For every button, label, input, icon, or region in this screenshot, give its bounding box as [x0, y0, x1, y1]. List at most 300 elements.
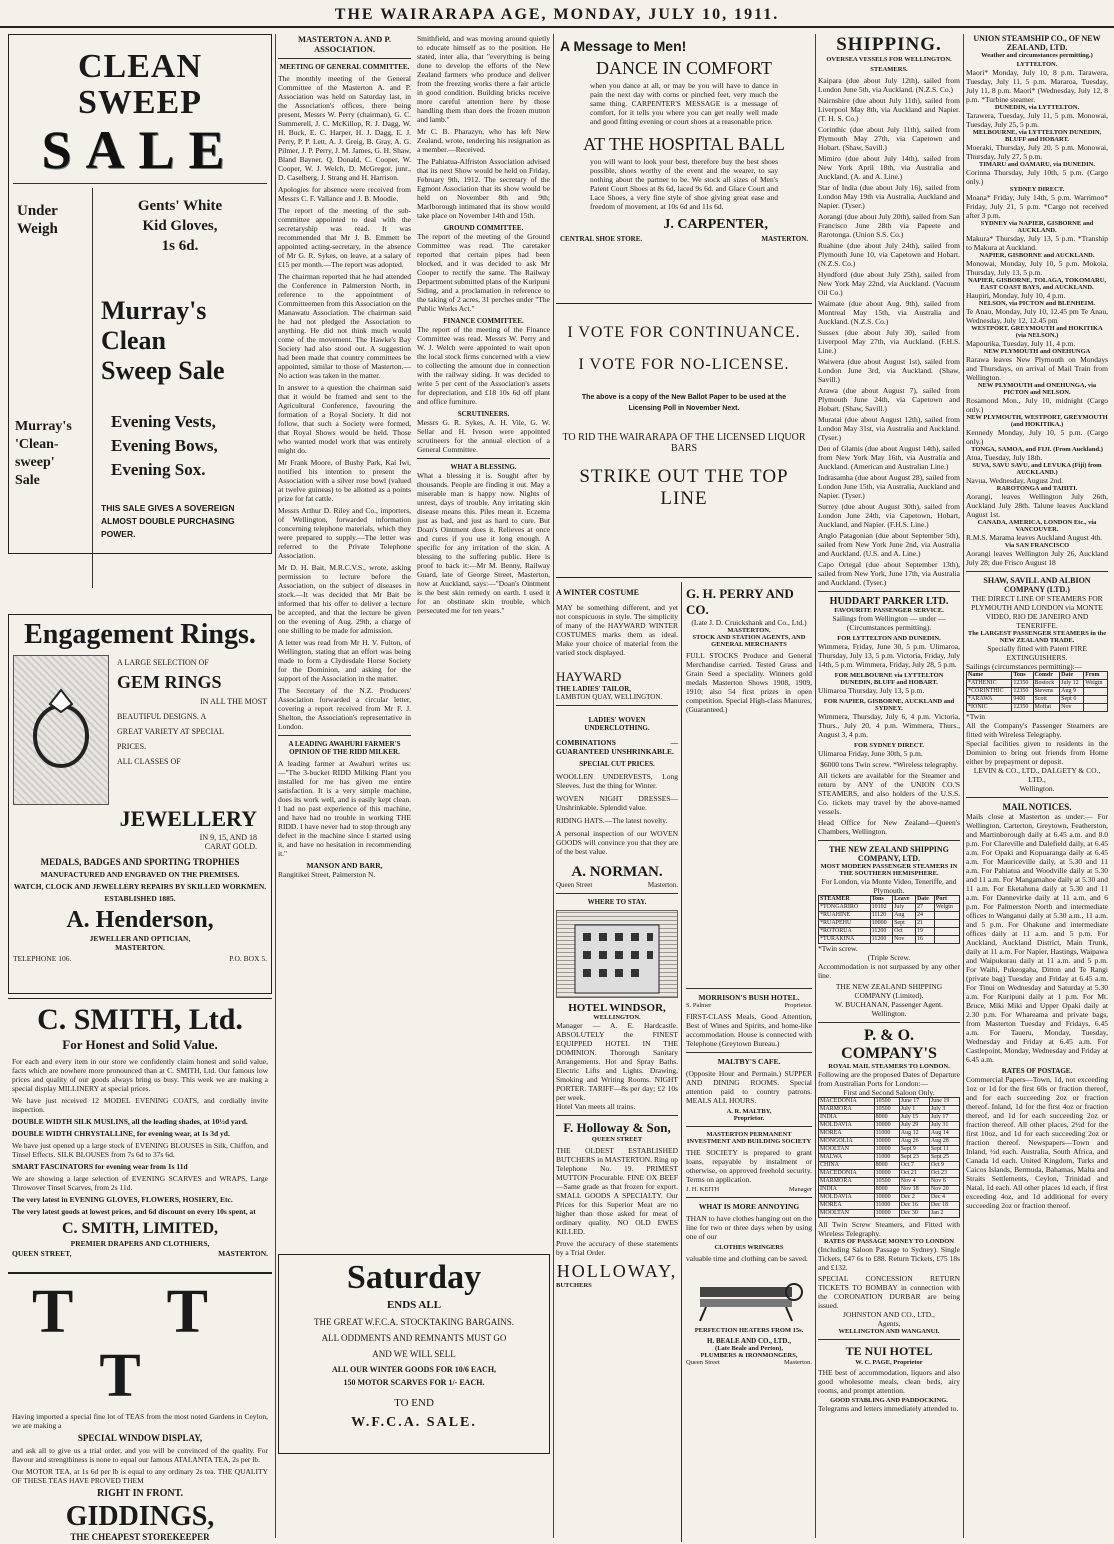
- norman-street: Queen Street: [556, 881, 593, 889]
- morrison-proprietor: Proprietor.: [784, 1002, 812, 1009]
- table-cell: Aug 14: [929, 1130, 959, 1138]
- ship-p2: Nairnshire (due about July 11th), sailed from Liverpool May 8th, via Auckland and Napier. (T. H. S. Co.): [818, 96, 960, 123]
- table-cell: MOOLTAN: [819, 1210, 875, 1218]
- table-cell: July 15: [899, 1114, 929, 1122]
- holloway-big: HOLLOWAY,: [556, 1261, 678, 1281]
- ship-p3: Corinthic (due about July 11th), sailed from Plymouth May 27th, via Capetown and Hobart. (Shaw, Savill.): [818, 125, 960, 152]
- ridd-title: A LEADING AWAHURI FARMER'S OPINION OF THE RIDD MILKER.: [288, 740, 401, 756]
- ground-title: GROUND COMMITTEE.: [443, 224, 524, 232]
- huddart-p: Sailings from Wellington — under — (Circumstances permitting).: [832, 614, 946, 632]
- ttt-title: T T T: [32, 1278, 248, 1410]
- table-cell: 24: [915, 912, 934, 920]
- nzship-twin: *Twin screw.: [818, 944, 858, 953]
- ship-p10: Sussex (due about July 30), sailed from Liverpool May 27th, via Auckland. (F.H.S. Line.): [818, 328, 960, 355]
- huddart-tickets: All tickets are available for the Steamer and return by ANY of the UNION CO.'S STEAMERS, and also holders of the U.S.S. Co. tickets may travel by the above-named vessels.: [818, 771, 960, 816]
- table-header: From: [1084, 672, 1108, 680]
- assoc-committee: MEETING OF GENERAL COMMITTEE.: [279, 63, 410, 71]
- column-1: [8, 34, 272, 1542]
- table-cell: Aug 28: [929, 1138, 959, 1146]
- table-cell: *CORINTHIC: [967, 688, 1012, 696]
- ttt-special: SPECIAL WINDOW DISPLAY,: [77, 1433, 203, 1443]
- manson-name: MANSON AND BARR,: [306, 861, 383, 870]
- nzship-sub: MOST MODERN PASSENGER STEAMERS IN THE SOUTHERN HEMISPHERE.: [820, 863, 958, 877]
- table-cell: INDIA: [819, 1114, 875, 1122]
- wringers: CLOTHES WRINGERS: [714, 1244, 784, 1251]
- dance-title: DANCE IN COMFORT: [596, 58, 772, 78]
- union-weather: Weather and circumstances permitting.): [981, 52, 1093, 59]
- morrison-p: FIRST-CLASS Meals, Good Attention, Best of Wines and Spirits, and home-like accommodation. House is connected with Telephone (Greytown Bureau.): [686, 1012, 812, 1048]
- column-3: [556, 34, 812, 1538]
- ttt-p3: Our MOTOR TEA, at 1s 6d per lb is equal to any ordinary 2s tea. THE QUALITY OF THESE TEAS HAVE PROVED THEM: [12, 1467, 268, 1485]
- masthead: THE WAIRARAPA AGE, MONDAY, JULY 10, 1911.: [0, 6, 1114, 28]
- union-p2: Tarawera, Tuesday, July 11, 5 p.m. Monowai, Tuesday, July 25, 5 p.m.: [966, 111, 1108, 129]
- union-p14: Atua, Tuesday, July 18th.: [966, 453, 1043, 462]
- saturday-oddments: ALL ODDMENTS AND REMNANTS MUST GO: [321, 1333, 507, 1343]
- shipping-title: SHIPPING.: [836, 34, 942, 55]
- table-cell: Welgtn: [1084, 680, 1108, 688]
- vote-no-license: I VOTE FOR NO-LICENSE.: [578, 356, 790, 373]
- table-cell: MARMORA: [819, 1106, 875, 1114]
- table-cell: 19: [915, 928, 934, 936]
- ttt-ad: [8, 1272, 272, 1542]
- riding-hats: RIDING HATS.—The latest novelty.: [556, 816, 668, 825]
- tenui-stabling: GOOD STABLING AND PADDOCKING.: [830, 1397, 948, 1404]
- table-cell: 16: [915, 936, 934, 944]
- nzship-title: THE NEW ZEALAND SHIPPING COMPANY, LTD.: [829, 845, 949, 863]
- table-cell: Welgtn: [934, 904, 959, 912]
- vote-continuance: I VOTE FOR CONTINUANCE.: [567, 324, 801, 341]
- ring-icon: [14, 656, 108, 804]
- saturday-wfca-sale: W.F.C.A. SALE.: [351, 1415, 477, 1430]
- ttt-p1: Having imported a special fine lot of TEAS from the most noted Gardens in Ceylon, we are making a: [12, 1412, 268, 1430]
- union-p13: Kennedy Monday, July 10, 5 p.m. (Cargo only.): [966, 428, 1108, 446]
- table-cell: Bostock: [1033, 680, 1060, 688]
- union-p17: R.M.S. Marama leaves Auckland August 4th.: [966, 533, 1103, 542]
- tenui-title: TE NUI HOTEL: [845, 1344, 933, 1358]
- union-p8: Haupiri, Monday, July 10, 4 p.m.: [966, 291, 1066, 300]
- smith-p1: For each and every item in our store we confidently claim honest and solid value, facts which are nowhere more pronounced than at C. SMITH, Ltd. Our famous low prices and quality of our goods always bring us busy. This week we are making a special display MILLINERY at special prices.: [12, 1057, 268, 1093]
- nzship-row: [819, 928, 960, 936]
- table-cell: Sept: [893, 920, 916, 928]
- smith-ad: [8, 998, 272, 1268]
- huddart-napier: FOR NAPIER, GISBORNE, AUCKLAND and SYDNEY.: [823, 698, 955, 712]
- table-cell: 11000: [874, 1130, 899, 1138]
- po-wellington: WELLINGTON AND WANGANUI.: [838, 1328, 940, 1335]
- assoc-p6: Mr Frank Moore, of Bushy Park, Kai Iwi, notified his intention to present the Association with a silver rose bowl (valued at twelve guineas) to be allotted as a points prize for fat cattle.: [278, 458, 411, 503]
- table-cell: Moffat: [1033, 704, 1060, 712]
- smith-tag: For Honest and Solid Value.: [62, 1037, 218, 1052]
- table-cell: 21: [915, 920, 934, 928]
- table-cell: 8000: [874, 1186, 899, 1194]
- table-cell: Scott: [1033, 696, 1060, 704]
- permanent-p: THE SOCIETY is prepared to grant loans, repayable by instalment or otherwise, on approved freehold security. Terms on application.: [686, 1148, 812, 1184]
- wringers-p: valuable time and clothing can be saved.: [686, 1254, 808, 1263]
- ridd-p1: A leading farmer at Awahuri writes us:—"The 3-bucket RIDD Milking Plant you installed for me has given me entire satisfaction. It is a very simple machine, does its work well, and is easily kept clean. I had no past experience of this machine, and have had no trouble in working THE RIDD. I have never had to stop through any defect in the machine since I started using it, and have no hesitation in recommending it.": [278, 759, 411, 858]
- giddings-tag: THE CHEAPEST STOREKEEPER: [70, 1532, 210, 1542]
- central-shoe: CENTRAL SHOE STORE.: [560, 235, 643, 243]
- table-cell: Nov 4: [899, 1178, 929, 1186]
- manson-address: Rangitikei Street, Palmerston N.: [278, 870, 376, 879]
- rings-manufactured: MANUFACTURED AND ENGRAVED ON THE PREMISES.: [40, 870, 240, 879]
- clean-sweep-title: CLEAN SWEEP: [77, 48, 203, 121]
- dance-p: when you dance at all, or may be you will have to dance in pain the next day with corns or pinched feet, very much the same thing. CARPENTER'S MESSAGE is a message of comfort, for it tells you where you can get really well made and good fitting evening or court shoes at a reasonable price.: [590, 81, 778, 126]
- holloway-butchers: BUTCHERS: [556, 1282, 592, 1289]
- assoc-p9: A letter was read from Mr H. V. Fulton, of Wellington, stating that an effort was being made to form a Clydesdale Horse Society for the Dominion, and asking for the support of the Association in the matter.: [278, 638, 411, 683]
- carpenter-ad: [556, 34, 812, 304]
- union-nelson: NELSON, via PICTON and BLENHEIM.: [978, 300, 1096, 307]
- table-cell: 8000: [874, 1162, 899, 1170]
- shaw-row: [967, 696, 1108, 704]
- table-header: Name: [967, 672, 1012, 680]
- tenui-proprietor: W. C. PAGE, Proprietor: [855, 1359, 923, 1366]
- ballot-note: The above is a copy of the New Ballot Paper to be used at the Licensing Poll in November Next.: [581, 394, 787, 412]
- weigh-label: Weigh: [17, 221, 58, 237]
- table-cell: *RUAPEHU: [819, 920, 871, 928]
- table-cell: Sept 6: [1060, 696, 1084, 704]
- rings-prices: PRICES.: [117, 742, 147, 751]
- norman-name: A. NORMAN.: [571, 864, 663, 880]
- ship-p18: Capo Ortegal (due about September 13th), sailed from New York, June 17th, via Australia and Auckland. (Tyser.): [818, 560, 960, 587]
- murray-left3: Sale: [15, 473, 40, 488]
- table-cell: MOREA: [819, 1130, 875, 1138]
- table-cell: Aug 9: [1060, 688, 1084, 696]
- mail-title: MAIL NOTICES.: [1002, 802, 1072, 812]
- nzship-row: [819, 904, 960, 912]
- shaw-p: THE DIRECT LINE OF STEAMERS FOR PLYMOUTH AND LONDON via MONTE VIDEO, RIO DE JANEIRO AND TENERIFFE.: [971, 594, 1103, 630]
- table-cell: 11120: [870, 912, 893, 920]
- windsor-town: WELLINGTON.: [593, 1014, 641, 1021]
- shaw-company: All the Company's Passenger Steamers are fitted with Wireless Telegraphy.: [966, 721, 1108, 739]
- po-row: [819, 1178, 960, 1186]
- special-cut: SPECIAL CUT PRICES.: [579, 760, 655, 768]
- table-cell: *IONIC: [967, 704, 1012, 712]
- po-agents: JOHNSTON AND CO., LTD.,: [843, 1310, 935, 1319]
- maltby-p: (Opposite Hour and Permain.) SUPPER AND DINING ROOMS. Special attention paid to country patrons. MEALS ALL HOURS.: [686, 1069, 812, 1105]
- table-cell: *ATHENIC: [967, 680, 1012, 688]
- table-cell: Oct 21: [899, 1170, 929, 1178]
- rings-title: Engagement Rings.: [24, 619, 256, 650]
- smith-footer2: PREMIER DRAPERS AND CLOTHIERS,: [70, 1239, 210, 1248]
- woven-inspection: A personal inspection of our WOVEN GOODS will convince you that they are of the best value.: [556, 829, 678, 856]
- winter-costume-p: MAY be something different, and yet not conspicuous in style. The simplicity of many of the HAYWARD WINTER COSTUMES marks them as ideal. Make your choice of material from the varied stock displayed.: [556, 603, 678, 657]
- po-concession: SPECIAL CONCESSION RETURN TICKETS TO BOMBAY in connection with the CORONATION DURBAR are being issued.: [818, 1274, 960, 1310]
- tenui-p: THE best of accommodation, liquors and also good wholesome meals, clean beds, airy rooms, and prompt attention.: [818, 1368, 960, 1395]
- sale-title: SALE: [41, 120, 239, 180]
- assoc-p4: The chairman reported that he had attended the Conference in Palmerston North, in reference to the appointment of Committeemen from this Association on the Manawatu Association. The chairman said he had not pledged the Association to anything. He did not think much would come of the movement. The Hawke's Bay Society had also stood out. A suggestion had been made that country committees be appointed, similar to those of Masterton.—No action was taken in the matter.: [278, 272, 411, 380]
- table-header: Leave: [893, 896, 916, 904]
- message-title: A Message to Men!: [560, 38, 687, 54]
- table-cell: [1084, 688, 1108, 696]
- po-row: [819, 1210, 960, 1218]
- column-5: [966, 34, 1108, 1538]
- heaters: PERFECTION HEATERS FROM 15s.: [694, 1327, 804, 1334]
- nzship-row: [819, 912, 960, 920]
- table-header: Comdr: [1033, 672, 1060, 680]
- shaw-row: [967, 680, 1108, 688]
- huddart-melbourne-p: Ulimaroa Thursday, July 13, 5 p.m.: [818, 686, 925, 695]
- table-cell: MOREA: [819, 1202, 875, 1210]
- table-cell: 10102: [870, 904, 893, 912]
- table-cell: MOOLTAN: [819, 1146, 875, 1154]
- table-cell: [934, 920, 959, 928]
- hayward-lambton: LAMBTON QUAY, WELLINGTON.: [556, 693, 663, 701]
- table-cell: MACEDONIA: [819, 1170, 875, 1178]
- table-cell: MOLDAVIA: [819, 1122, 875, 1130]
- rings-medals: MEDALS, BADGES AND SPORTING TROPHIES: [40, 857, 240, 867]
- table-cell: June 17: [899, 1098, 929, 1106]
- smith-title: C. SMITH, Ltd.: [37, 1003, 243, 1036]
- po-p: Following are the proposed Dates of Departure from Australian Ports for London:—: [818, 1070, 960, 1088]
- beale-name: H. BEALE AND CO., LTD.,: [707, 1337, 791, 1345]
- shaw-row: [967, 688, 1108, 696]
- wringer-illustration: [686, 1267, 812, 1323]
- union-p11: Rarawa leaves New Plymouth on Mondays and Thursdays, on arrival of Mail Train from Wellington.: [966, 355, 1108, 382]
- smith-p7: We are showing a large selection of EVENING SCARVES and WRAPS, Large Throwover Tinsel Scarves, from 2s 11d.: [12, 1174, 268, 1192]
- giddings-name: GIDDINGS,: [65, 1501, 215, 1532]
- table-cell: Sept 23: [899, 1154, 929, 1162]
- shaw-town: Wellington.: [1019, 784, 1055, 793]
- woollen: WOOLLEN UNDERVESTS, Long Sleeves. Just the thing for Winter.: [556, 772, 678, 790]
- smith-p6: SMART FASCINATORS for evening wear from 1s 11d: [12, 1162, 188, 1171]
- union-gisborne: NAPIER, GISBORNE and AUCKLAND.: [979, 252, 1095, 259]
- table-cell: July 17: [929, 1114, 959, 1122]
- perry-p: FULL STOCKS Produce and General Merchandise carried. Tested Grass and Grain Seed a speciality. Winners gold medals Masterton Shows 1908, 1909, 1910; also 54 first prizes in open competition. Special High-class Manures, (Guaranteed.): [686, 651, 812, 714]
- gents-line2: Kid Gloves,: [142, 218, 218, 234]
- table-cell: July 12: [1060, 680, 1084, 688]
- table-cell: Dec 16: [899, 1202, 929, 1210]
- table-cell: Aug 12: [899, 1130, 929, 1138]
- union-timaru: TIMARU and OAMARU, via DUNEDIN.: [979, 161, 1095, 168]
- nzship-row: [819, 920, 960, 928]
- scrutineers-title: SCRUTINEERS.: [457, 410, 510, 418]
- scrutineers-p: Messrs G. R. Sykes, A. H. Vile, G. W. Sellar and H. Iveson were appointed scrutineers for the annual election of a General Committee.: [417, 418, 550, 454]
- shaw-sailings: Sailings (circumstances permitting):—: [966, 662, 1083, 671]
- table-cell: Nov: [893, 936, 916, 944]
- union-sydney: SYDNEY DIRECT.: [1009, 186, 1065, 193]
- table-cell: Oct 23: [929, 1170, 959, 1178]
- union-p4: Corinna Thursday, July 10th, 5 p.m. (Cargo only.): [966, 168, 1108, 186]
- norman-town: Masterton.: [647, 881, 678, 889]
- murray-line1: Murray's Clean: [101, 296, 207, 355]
- holloway-p: THE OLDEST ESTABLISHED BUTCHERS in MASTERTON. Ring up Telephone No. 19. PRIMEST MUTTON Procurable. FINE OX BEEF—Same grade as that frozen for export. SMALL GOODS A SPECIALTY. Our Prices for this Superior Meat are no higher than those asked for meat of ordinary quality. NO OLD EWES KILLED.: [556, 1146, 678, 1236]
- table-cell: *TURAKINA: [819, 936, 871, 944]
- saturday-will-sell: AND WE WILL SELL: [372, 1349, 456, 1359]
- ship-p11: Waiwera (due about August 1st), sailed from London June 3rd, via Auckland. (Shaw, Savill.): [818, 357, 960, 384]
- shaw-twin: *Twin: [966, 712, 986, 721]
- table-cell: *ARAWA: [967, 696, 1012, 704]
- finance-p: The report of the meeting of the Finance Committee was read. Messrs W. Perry and W. J. Welch were appointed to wait upon the local stock firms concerned with a view to collecting the amount due in connection with the railway siding. It was decided to write 5 per cent of the Association's assets for depreciation, and £18 10s 6d off plant and office furniture.: [417, 325, 550, 406]
- table-cell: 10500: [874, 1098, 899, 1106]
- huddart-lyttelton-p: Wimmera, Friday, June 30, 5 p.m. Ulimaroa, Thursday, July 13, 5 p.m. Victoria, Friday, July 14th, 5 p.m. Wimmera, Friday, July 28, 5 p.m.: [818, 642, 960, 669]
- nzship-agent2: W. BUCHANAN, Passenger Agent.: [834, 1000, 944, 1009]
- perry-stock: STOCK AND STATION AGENTS, AND GENERAL MERCHANTS: [692, 634, 806, 648]
- table-cell: MALWA: [819, 1154, 875, 1162]
- table-cell: 11200: [870, 936, 893, 944]
- hotel-illustration: [556, 910, 678, 998]
- evening-vests: Evening Vests,: [111, 412, 216, 431]
- po-row: [819, 1138, 960, 1146]
- union-sf: Via SAN FRANCISCO: [1004, 542, 1070, 549]
- table-cell: 11000: [874, 1154, 899, 1162]
- table-cell: July 1: [899, 1106, 929, 1114]
- union-ngaio: NEW PLYMOUTH and ONEHUNGA, via PICTON and NELSON.: [977, 382, 1097, 396]
- smith-town: MASTERTON.: [218, 1249, 268, 1258]
- po-table: [818, 1097, 960, 1218]
- union-westport: WESTPORT, GREYMOUTH and HOKITIKA (via NELSON.): [971, 325, 1103, 339]
- winter-costume-title: A WINTER COSTUME: [556, 588, 639, 597]
- strike-line: STRIKE OUT THE TOP LINE: [579, 466, 789, 509]
- table-cell: *ROTORUA: [819, 928, 871, 936]
- assoc-p8: Mr D. H. Bait, M.R.C.V.S., wrote, asking permission to lecture before the Association, on the subject of diseases in stock.—It was decided that Mr Bait be informed that his offer to deliver a lecture be accepted, and that the lecture be given on the evening of Aug. 29th, a charge of one shilling to be made for admission.: [278, 563, 411, 635]
- po-agents-town: Agents,: [877, 1319, 901, 1328]
- smith-p8: The very latest in EVENING GLOVES, FLOWERS, HOSIERY, Etc.: [12, 1195, 233, 1204]
- under-label: Under: [17, 203, 58, 219]
- column-rule: [553, 34, 554, 1538]
- table-cell: CHINA: [819, 1162, 875, 1170]
- shaw-title: SHAW, SAVILL AND ALBION COMPANY (LTD.): [983, 576, 1091, 594]
- po-sub: ROYAL MAIL STEAMERS TO LONDON.: [828, 1063, 950, 1070]
- evening-bows: Evening Bows,: [111, 436, 218, 455]
- huddart-head: Head Office for New Zealand—Queen's Chambers, Wellington.: [818, 818, 960, 836]
- table-cell: [1084, 704, 1108, 712]
- table-cell: July 29: [899, 1122, 929, 1130]
- wringer-icon: [686, 1267, 806, 1323]
- murray-line2: Sweep Sale: [101, 356, 225, 385]
- rings-carats: IN 9, 15, AND 18: [199, 833, 257, 842]
- ship-p8: Hyndford (due about July 25th), sailed from New York May 22nd, via Auckland. (Vacuum Oil Co.): [818, 270, 960, 297]
- rings-variety: GREAT VARIETY AT SPECIAL: [117, 727, 224, 736]
- ttt-p2: and ask all to give us a trial order, and you will be convinced of the quality. For flavour and strengthiness is none to equal our famous ATALANTA TEA, 2s per lb.: [12, 1446, 268, 1464]
- ship-p17: Anglo Patagonian (due about September 5th), sailed from New York June 2nd, via Australia and Auckland. (U.S. and A. Line.): [818, 531, 960, 558]
- table-cell: Nov 20: [929, 1186, 959, 1194]
- table-cell: July 3: [929, 1106, 959, 1114]
- col2b-p3: The Pahiatua-Alfriston Association advised that its next Show would be held on Friday, February 9th, 1912. The secretary of the Egmont Association that its show would be held on November 8th and 9th; Marlborough intimated that its show would take place on November 14th and 15th.: [417, 157, 550, 220]
- ring-illustration: [13, 655, 109, 805]
- blessing-p: What a blessing it is. Sought after by thousands. People are finding it out. May a miserable man is happy now. Nights of unrest, days of trouble. Any irritating skin disease means this. Piles mean it. Eczema just as bad, and just as hard to cure. But Doan's Ointment does it. Relieves at once and cures if you use it long enough. A specific for any irritation of the skin. A blessing to the suffering public. Here is proof to back it:—Mr M. Benny, Railway Guard, late of George Street, Masterton, now at Auckland, says:—"Doan's Ointment is the best skin remedy on earth. I used it for an obstinate skin trouble, which persecuted me for ten years.": [417, 471, 550, 615]
- table-cell: 10000: [874, 1146, 899, 1154]
- po-row: [819, 1170, 960, 1178]
- keith-role: Manager: [788, 1186, 812, 1193]
- tenui-telegrams: Telegrams and letters immediately attended to.: [818, 1404, 959, 1413]
- table-cell: 10000: [874, 1138, 899, 1146]
- po-rates: RATES OF PASSAGE MONEY TO LONDON: [824, 1238, 954, 1245]
- union-greymouth: NEW PLYMOUTH, WESTPORT, GREYMOUTH (and HOKITIKA.): [966, 414, 1108, 428]
- table-cell: *RUAHINE: [819, 912, 871, 920]
- table-cell: June 19: [929, 1098, 959, 1106]
- po-twin: All Twin Screw Steamers, and Fitted with Wireless Telegraphy.: [818, 1220, 960, 1238]
- table-cell: Sept 11: [929, 1146, 959, 1154]
- po-classes: First and Second Saloon Only.: [843, 1088, 935, 1097]
- rings-all-classes: ALL CLASSES OF: [117, 757, 181, 766]
- ship-p14: Den of Glamis (due about August 14th), sailed from New York May 16th, via Australia and Auckland. (American and Australian Line.): [818, 444, 960, 471]
- annoying-p: THAN to have clothes hanging out on the line for two or three days when by using one of our: [686, 1214, 812, 1241]
- henderson-town: MASTERTON.: [115, 943, 165, 952]
- union-melbourne: MELBOURNE, via LYTTELTON DUNEDIN, BLUFF and HOBART.: [972, 129, 1102, 143]
- table-cell: 10000: [870, 920, 893, 928]
- union-raro: RAROTONGA and TAHITI.: [996, 485, 1078, 492]
- steamers-title: STEAMERS.: [870, 66, 908, 73]
- po-row: [819, 1162, 960, 1170]
- ship-p5: Star of India (due about July 16), sailed from London May 19th via Australia, Auckland and Napier. (Tyser.): [818, 183, 960, 210]
- clean-sweep-ad: [8, 34, 272, 554]
- column-rule: [815, 34, 816, 1538]
- keith-name: J. H. KEITH: [686, 1186, 720, 1193]
- po-row: [819, 1154, 960, 1162]
- column-rule: [275, 34, 276, 1538]
- carpenter-town: MASTERTON.: [761, 235, 808, 243]
- union-tonga: TONGA, SAMOA, and FIJI. (From Auckland.): [971, 446, 1103, 453]
- saturday-ends: ENDS ALL: [386, 1299, 442, 1311]
- po-row: [819, 1186, 960, 1194]
- union-plymouth: NEW PLYMOUTH and ONEHUNGA: [983, 348, 1091, 355]
- table-header: Tons: [1012, 672, 1033, 680]
- windsor-name: HOTEL WINDSOR,: [568, 1002, 666, 1014]
- combinations: COMBINATIONS — GUARANTEED UNSHRINKABLE.: [556, 738, 678, 756]
- beale-street: Queen Street: [686, 1359, 720, 1366]
- rates-p: Commercial Papers—Town, 1d, not exceeding 1oz or 1d for the first 60s or fraction thereof, and for each succeeding 2oz or fraction thereof. Inland, 1d for the first 4oz or fraction thereof, and 1d for each succeeding 2oz or fraction thereof. All other places, 2½d for the first 10oz, and 1d for each succeeding 2oz or fraction thereof. Newspapers—Town and Inland, ½d each. Australia, South Africa, and Canada 1d each. United Kingdom, Turks and Caicos Islands, Bermuda, Bahamas, Malta and Straits Settlements, Ceylon, Trinidad and Natal, 1d each. All other places 1d each, if first exceeding 4oz, and 1d additional for every succeeding 2oz or fraction thereof.: [966, 1075, 1108, 1210]
- table-cell: MARMORA: [819, 1178, 875, 1186]
- union-p7: Monowai, Monday, July 10, 5 p.m. Mokoia, Thursday, July 13, 5 p.m.: [966, 259, 1108, 277]
- ground-p: The report of the meeting of the Ground Committee was read. The caretaker reported that certain pipes had been blocked, and it was decided to ask Mr Cooper to rectify the same. The Railway Department submitted plans of the Kuripuni Siding, and a proclamation in reference to the taking of 2 acres, 31 perches under "The Public Works Act.": [417, 232, 550, 313]
- morrison-name: S. Palmer: [686, 1002, 712, 1009]
- huddart-sydney: FOR SYDNEY DIRECT.: [854, 742, 924, 749]
- beale-town: Masterton.: [784, 1359, 812, 1366]
- annoying-title: WHAT IS MORE ANNOYING: [698, 1202, 800, 1211]
- table-cell: Dec 2: [899, 1194, 929, 1202]
- ship-p13: Muratai (due about August 12th), sailed from London May 31st, via Australia and Auckland. (Tyser.): [818, 415, 960, 442]
- ship-p4: Mimiro (due about July 14th), sailed from New York April 18th, via Australia and Auckland. (A. and A. Line.): [818, 154, 960, 181]
- nightdress: WOVEN NIGHT DRESSES—Unshrinkable. Splendid value.: [556, 794, 678, 812]
- table-header: Date: [915, 896, 934, 904]
- table-cell: 27: [915, 904, 934, 912]
- union-p12: Rosamond Mon., July 10, midnight (Cargo only.): [966, 396, 1108, 414]
- table-cell: July: [893, 904, 916, 912]
- maltby-title: MALTBY'S CAFE.: [717, 1057, 781, 1066]
- assoc-p3: The report of the meeting of the sub-committee appointed to deal with the secretaryship was read. It was recommended that Mr J. B. Emmett be appointed acting-secretary, in the absence of Mr G. R. Sykes, on leave, at a salary of £15 per month.—The report was adopted.: [278, 206, 411, 269]
- henderson-pobox: P.O. BOX 5.: [229, 954, 267, 963]
- carpenter-name: J. CARPENTER,: [663, 217, 768, 232]
- union-napier: SYDNEY via NAPIER, GISBORNE and AUCKLAND.: [980, 220, 1094, 234]
- evening-sox: Evening Sox.: [111, 460, 206, 479]
- po-row: [819, 1202, 960, 1210]
- union-p16: Aorangi, leaves Wellington July 26th, Auckland July 28th. Talune leaves Auckland August 1st.: [966, 492, 1108, 519]
- table-cell: Nov 6: [929, 1178, 959, 1186]
- union-suva: SUVA, SAVU SAVU, and LEVUKA (Fiji) from AUCKLAND.): [972, 462, 1102, 476]
- table-header: Port: [934, 896, 959, 904]
- table-cell: Oct 7: [899, 1162, 929, 1170]
- table-cell: 11000: [874, 1202, 899, 1210]
- table-cell: Sept 25: [929, 1154, 959, 1162]
- table-cell: 10000: [874, 1170, 899, 1178]
- beale-late: (Late Beale and Perton),: [715, 1345, 783, 1352]
- table-cell: Aug: [893, 912, 916, 920]
- rings-carat-gold: CARAT GOLD.: [204, 842, 257, 851]
- table-cell: MONGOLIA: [819, 1138, 875, 1146]
- smith-p9: The very latest goods at lowest prices, and 6d discount on every 10s spent, at: [12, 1207, 256, 1216]
- table-cell: July 31: [929, 1122, 959, 1130]
- ladies-title: LADIES' WOVEN UNDERCLOTHING.: [584, 716, 650, 732]
- morrison-title: MORRISON'S BUSH HOTEL.: [698, 993, 800, 1002]
- rings-watch: WATCH, CLOCK AND JEWELLERY REPAIRS BY SKILLED WORKMEN.: [13, 882, 267, 891]
- mail-p: Mails close at Masterton as under:— For Wellington, Carterton, Greytown, Featherston, and Martinborough daily at 6.45 a.m. and 8.0 p.m. For Clareville and Dalefield daily, at 6.45 a.m. For Opaki and Kopuaranga daily at 6.45 a.m. For Mauriceville daily, at 5.30 and 11 a.m. For Pahiatua and Woodville daily at 5.30 and 11 a.m. For Mangamahoe daily at 5.30 and 11 a.m. For Eketahuna daily at 5.30 and 11 a.m. For Dannevirke daily at 11 a.m. and 6 p.m. For Palmerston North and intermediate offices to Wanganui daily at 5.30 a.m., 11 a.m. and 5 p.m. For Ohakune and intermediate offices daily at 11 a.m. and 5 p.m. For Auckland, Auckland District, Main Trunk, daily at 11 a.m. For Napier, Hastings, Waipawa and Waipukurau daily at 11 a.m. and 5 p.m. For Waihi, Pukeogaha, Ditton and Te Rangi (private bag) Tuesday and Friday at 6.45 a.m. For Tinui on Wednesday and Saturday at 5.30 a.m. For Kuripuni daily at 1 p.m. For Mt. Bruce, Miki Miki and Upper Opaki daily at 2.30 p.m. For Whareama and private bags, from Masterton Tuesday and Fridays, 6.45 a.m. For Taueru, Monday, Tuesday, Wednesday and Friday at 6.45 a.m. For Castlepoint, Monday, Wednesday and Friday at 6.45 a.m.: [966, 812, 1108, 1064]
- assoc-p7: Messrs Arthur D. Riley and Co., importers, of Wellington, forwarded information concerning telephone materials, which they were prepared to supply.—The letter was referred to the Private Telephone Association.: [278, 506, 411, 560]
- assoc-p1: The monthly meeting of the General Committee of the Masterton A. and P. Association was held on Saturday last, in the Association's offices, there being present, Messrs W. Perry (chairman), G. C. Summerell, J. C. McKillop, R. J. Dagg, W. H. Buck, E. C. Harper, H. J. Dagg, E. J. Perry, P. P. Lett, A. J. Greig, B. Gray, A. G. Pilmer, J. P. Perry, J. M. James, G. H. Shaw, Bland Bayner, Q. Donald, C. Cooper, W. Cooper, W. J. Welch, D. McGregor, junr., D. Caselberg, J. Strang and H. Harrison.: [278, 74, 411, 182]
- po-row: [819, 1122, 960, 1130]
- table-header: STEAMER: [819, 896, 871, 904]
- smith-street: QUEEN STREET,: [12, 1249, 72, 1258]
- smith-p5: We have just opened up a large stock of EVENING BLOUSES in Silk, Chiffon, and Tinsel Effects. SILK BLOUSES from 7s 6d to 37s 6d.: [12, 1141, 268, 1159]
- union-canada: CANADA, AMERICA, LONDON Etc., via VANCOUVER.: [977, 519, 1097, 533]
